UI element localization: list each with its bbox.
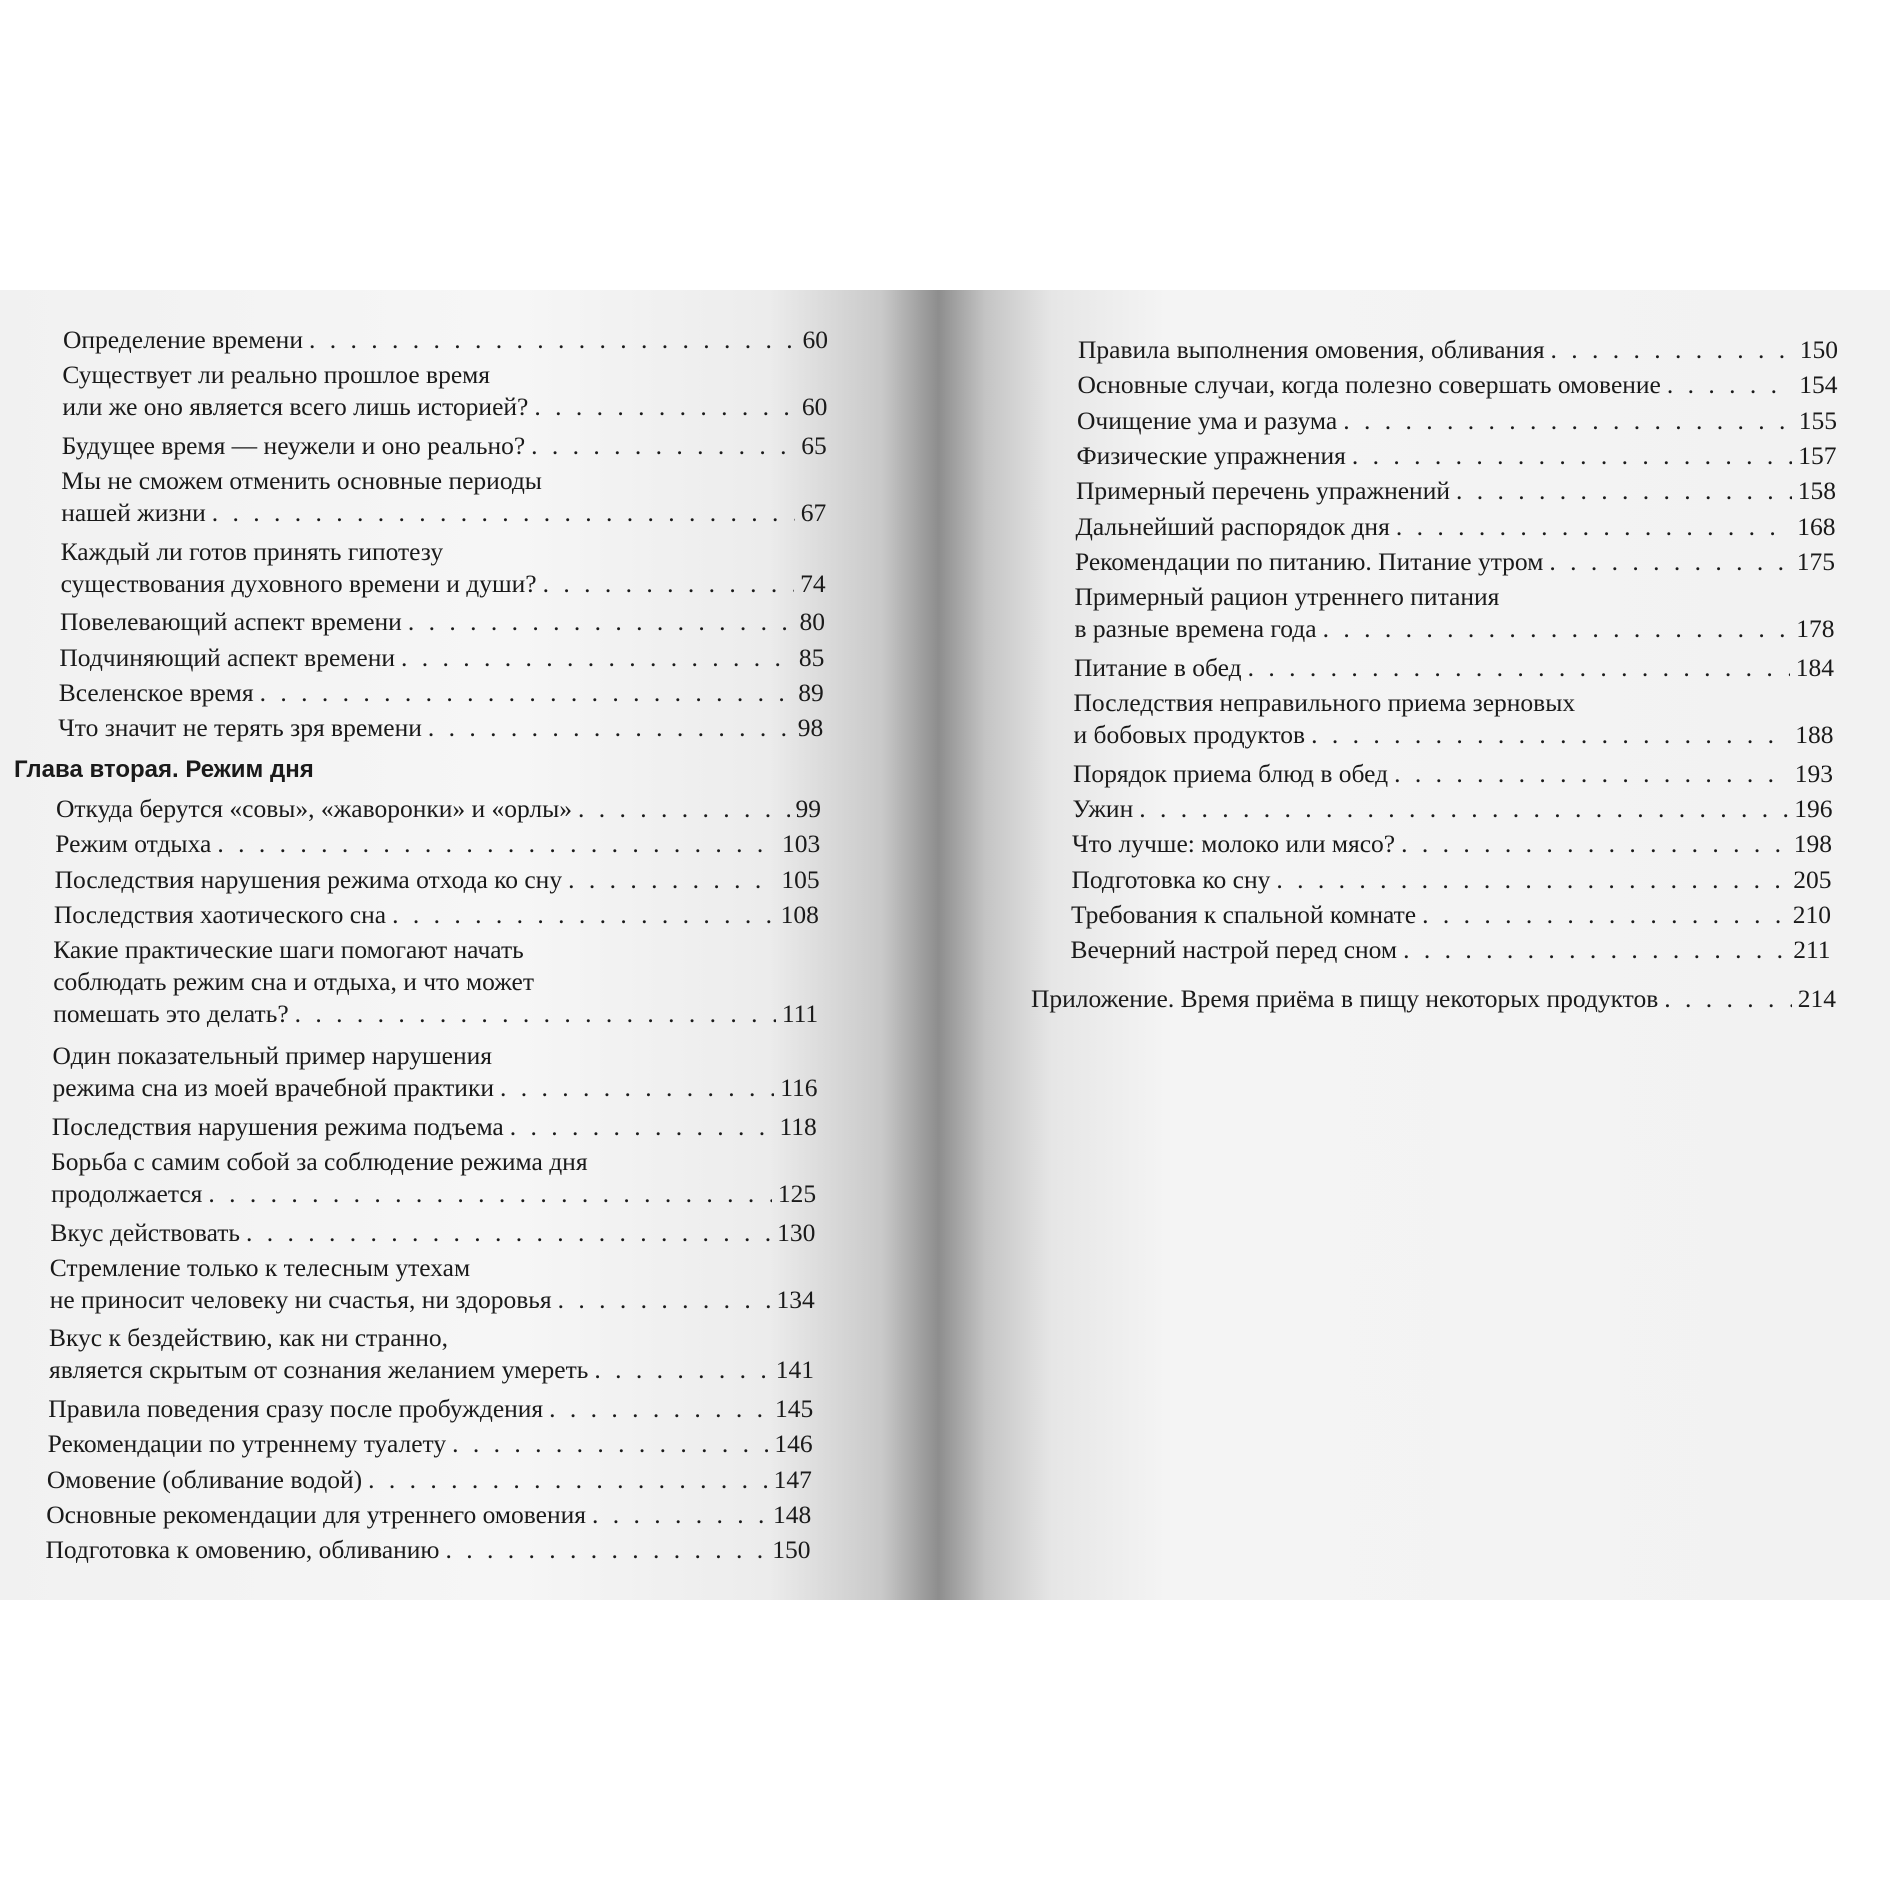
toc-entry-title-line: Какие практические шаги помогают начать — [53, 935, 524, 965]
dot-leader — [452, 1428, 768, 1460]
toc-entry[interactable] — [1073, 758, 1833, 790]
dot-leader — [428, 712, 792, 744]
toc-entry-last-line — [59, 642, 824, 674]
toc-entry-last-line — [62, 430, 827, 462]
toc-entry-title-line: Мы не сможем отменить основные периоды — [61, 466, 542, 496]
toc-entry-last-line — [53, 998, 818, 1030]
toc-page-number: 67 — [800, 498, 827, 528]
toc-entry-last-line — [47, 1464, 812, 1496]
toc-entry-title-line: Режим отдыха — [55, 829, 212, 859]
toc-entry[interactable] — [58, 712, 823, 744]
toc-entry[interactable] — [48, 1393, 813, 1425]
toc-entry[interactable] — [60, 606, 825, 638]
toc-entry-title-line: Основные случаи, когда полезно совершать омовение — [1077, 370, 1661, 400]
dot-leader — [1456, 475, 1792, 507]
toc-entry-last-line — [63, 324, 828, 356]
toc-entry-last-line — [53, 1072, 818, 1104]
toc-entry-title-line: Правила выполнения омовения, обливания — [1078, 335, 1545, 364]
toc-entry-last-line — [1071, 934, 1831, 966]
toc-entry-title-line: существования духовного времени и души? — [60, 568, 537, 598]
toc-page-number: 85 — [798, 642, 825, 672]
toc-entry[interactable] — [47, 1464, 812, 1496]
toc-entry[interactable] — [1078, 334, 1838, 366]
chapter-heading[interactable]: Глава вторая. Режим дня — [14, 755, 314, 783]
right-page — [938, 290, 1890, 1600]
toc-entry-title-line: Один показательный пример нарушения — [52, 1041, 493, 1070]
dot-leader — [1343, 405, 1793, 437]
toc-entry-last-line — [46, 1534, 811, 1566]
toc-page-number: 80 — [799, 607, 825, 637]
toc-entry-title-line: Последствия нарушения режима отхода ко сну — [54, 864, 563, 894]
toc-entry-last-line — [52, 1111, 817, 1143]
toc-page-number: 168 — [1797, 511, 1836, 541]
toc-entry[interactable] — [55, 828, 820, 860]
toc-entry[interactable] — [59, 642, 824, 674]
toc-entry-last-line — [62, 391, 827, 423]
toc-entry-title-line: Подготовка к омовению, обливанию — [45, 1535, 440, 1565]
toc-page-number: 210 — [1792, 899, 1831, 929]
toc-page-number: 125 — [777, 1178, 817, 1208]
toc-page-number: 154 — [1799, 370, 1838, 400]
toc-entry-last-line — [48, 1428, 813, 1460]
toc-entry[interactable] — [1075, 581, 1835, 645]
toc-entry-last-line — [59, 677, 824, 709]
toc-page-number: 146 — [774, 1429, 813, 1459]
toc-entry-last-line — [58, 712, 823, 744]
toc-entry-last-line — [61, 497, 826, 529]
toc-entry-title-line: Ужин — [1072, 793, 1134, 823]
toc-entry-last-line — [54, 899, 819, 931]
toc-page-number: 193 — [1794, 758, 1833, 788]
dot-leader — [1352, 440, 1792, 472]
dot-leader — [445, 1534, 766, 1566]
toc-entry-last-line — [1074, 719, 1834, 751]
dot-leader — [510, 1111, 774, 1143]
toc-page-number: 141 — [775, 1355, 814, 1385]
toc-page-number: 118 — [779, 1111, 817, 1141]
toc-entry-title-line: Дальнейший распорядок дня — [1075, 511, 1390, 541]
toc-entry[interactable] — [51, 1146, 816, 1210]
toc-entry[interactable] — [1076, 475, 1836, 507]
dot-leader — [568, 864, 775, 896]
toc-entry-title-line: Омовение (обливание водой) — [46, 1464, 363, 1494]
dot-leader — [1276, 864, 1787, 896]
toc-entry-last-line — [55, 828, 820, 860]
toc-entry-title-line: Определение времени — [63, 325, 303, 354]
toc-entry[interactable] — [1074, 687, 1834, 751]
toc-entry-last-line — [1073, 758, 1833, 790]
toc-entry-last-line — [49, 1354, 814, 1386]
dot-leader — [1667, 369, 1793, 401]
toc-entry-last-line — [1078, 369, 1838, 401]
toc-entry-title-line: в разные времена года — [1074, 614, 1317, 644]
dot-leader — [1248, 652, 1790, 684]
toc-page-number: 150 — [772, 1535, 811, 1565]
toc-page-number: 211 — [1793, 935, 1831, 965]
toc-entry[interactable] — [59, 677, 824, 709]
toc-entry[interactable] — [46, 1534, 811, 1566]
toc-entry-last-line — [1072, 828, 1832, 860]
toc-entry-last-line — [1077, 440, 1837, 472]
toc-entry[interactable] — [48, 1428, 813, 1460]
toc-page-number: 158 — [1797, 476, 1836, 506]
toc-page-number: 74 — [800, 568, 826, 598]
toc-entry[interactable] — [52, 1111, 817, 1143]
toc-entry-title-line: Будущее время — неужели и оно реально? — [61, 430, 526, 460]
toc-entry-last-line — [1073, 793, 1833, 825]
toc-entry-title-line: Примерный рацион утреннего питания — [1074, 582, 1500, 612]
toc-entry-last-line — [48, 1393, 813, 1425]
toc-entry-title-line: Примерный перечень упражнений — [1076, 476, 1450, 506]
dot-leader — [1401, 828, 1788, 860]
toc-entry-title-line: не приносит человеку ни счастья, ни здоровья — [49, 1284, 552, 1314]
toc-entry[interactable] — [61, 536, 826, 600]
toc-page-number: 188 — [1795, 720, 1834, 749]
dot-leader — [549, 1393, 769, 1425]
toc-entry[interactable] — [1077, 440, 1837, 472]
toc-entry-title-line: является скрытым от сознания желанием умереть — [49, 1355, 589, 1385]
toc-entry-last-line — [1071, 899, 1831, 931]
toc-entry-title-line: Приложение. Время приёма в пищу некоторых продуктов — [1031, 984, 1659, 1014]
toc-entry-title-line: Борьба с самим собой за соблюдение режима дня — [51, 1146, 588, 1176]
toc-entry[interactable] — [55, 864, 820, 896]
dot-leader — [1311, 719, 1789, 751]
dot-leader — [1403, 934, 1787, 966]
toc-entry[interactable] — [1072, 828, 1832, 860]
dot-leader — [217, 828, 776, 860]
toc-entry-title-line: соблюдать режим сна и отдыха, и что может — [53, 967, 534, 997]
toc-page-number: 198 — [1793, 829, 1832, 859]
toc-entry-title-line: Каждый ли готов принять гипотезу — [60, 536, 444, 566]
toc-entry-title-line: и бобовых продуктов — [1073, 720, 1306, 749]
dot-leader — [1551, 334, 1794, 366]
dot-leader — [408, 606, 794, 638]
toc-entry-title-line: Что лучше: молоко или мясо? — [1072, 829, 1396, 859]
toc-entry-last-line — [60, 606, 825, 638]
dot-leader — [594, 1354, 769, 1386]
toc-page-number: 60 — [801, 392, 828, 422]
toc-page-number: 150 — [1799, 335, 1838, 364]
toc-page-number: 205 — [1793, 864, 1832, 894]
toc-entry-last-line — [50, 1284, 815, 1316]
toc-page-number: 105 — [781, 864, 820, 894]
toc-entry-last-line — [50, 1217, 815, 1249]
toc-page-number: 98 — [797, 713, 824, 743]
toc-entry-title-line: Требования к спальной комнате — [1071, 899, 1417, 929]
toc-entry[interactable] — [63, 324, 828, 356]
toc-entry[interactable] — [54, 899, 819, 931]
toc-entry[interactable] — [1078, 369, 1838, 401]
dot-leader — [208, 1178, 771, 1210]
toc-entry-last-line — [1077, 405, 1837, 437]
appendix-entry[interactable] — [1031, 983, 1836, 1015]
toc-entry-title-line: Порядок приема блюд в обед — [1073, 758, 1389, 788]
toc-entry-title-line: Рекомендации по утреннему туалету — [47, 1429, 447, 1459]
toc-page-number: 60 — [802, 325, 828, 354]
toc-entry[interactable] — [1074, 652, 1834, 684]
toc-entry[interactable] — [62, 430, 827, 462]
toc-entry-last-line — [1072, 864, 1832, 896]
toc-entry-title-line: Физические упражнения — [1076, 440, 1346, 470]
toc-entry-title-line: Повелевающий аспект времени — [60, 607, 402, 637]
toc-page-number: 65 — [801, 430, 827, 460]
dot-leader — [1396, 511, 1791, 543]
toc-page-number: 108 — [780, 899, 819, 929]
toc-entry-title-line: Питание в обед — [1074, 652, 1242, 682]
toc-entry[interactable] — [1071, 934, 1831, 966]
toc-page-number: 89 — [798, 678, 824, 707]
toc-entry-last-line — [61, 568, 826, 600]
toc-page-number: 145 — [775, 1394, 814, 1423]
dot-leader — [260, 677, 793, 709]
dot-leader — [1422, 899, 1787, 931]
dot-leader — [531, 430, 795, 462]
dot-leader — [1664, 983, 1792, 1015]
toc-page-number: 130 — [777, 1217, 816, 1247]
toc-entry-title-line: Вкус действовать — [50, 1217, 241, 1247]
toc-page-number: 196 — [1794, 793, 1833, 823]
toc-entry-title-line: Вечерний настрой перед сном — [1070, 935, 1398, 965]
toc-entry-last-line — [1075, 546, 1835, 578]
dot-leader — [246, 1217, 771, 1249]
toc-entry[interactable] — [56, 793, 821, 825]
toc-entry[interactable] — [46, 1499, 811, 1531]
toc-page-number: 116 — [780, 1073, 818, 1102]
toc-entry-title-line: Рекомендации по питанию. Питание утром — [1075, 546, 1544, 576]
toc-page-number: 134 — [776, 1284, 815, 1314]
toc-entry[interactable] — [62, 359, 827, 423]
toc-entry-last-line — [1076, 511, 1836, 543]
dot-leader — [295, 998, 776, 1030]
toc-page-number: 175 — [1796, 546, 1835, 576]
toc-entry[interactable] — [50, 1217, 815, 1249]
toc-entry-title-line: Правила поведения сразу после пробуждения — [48, 1394, 544, 1423]
toc-entry-title-line: Вселенское время — [58, 678, 254, 707]
toc-entry-title-line: Что значит не терять зря времени — [58, 713, 422, 743]
toc-entry-title-line: Очищение ума и разума — [1077, 405, 1338, 435]
dot-leader — [543, 568, 794, 600]
dot-leader — [592, 1499, 767, 1531]
toc-entry-last-line — [46, 1499, 811, 1531]
toc-entry[interactable] — [53, 934, 818, 1030]
toc-entry-title-line: Откуда берутся «совы», «жаворонки» и «орлы» — [56, 793, 573, 823]
toc-page-number: 214 — [1797, 984, 1836, 1014]
dot-leader — [1549, 546, 1790, 578]
toc-page-number: 155 — [1798, 405, 1837, 435]
dot-leader — [1139, 793, 1788, 825]
book-spread — [0, 290, 1890, 1600]
toc-entry-title-line: Существует ли реально прошлое время — [62, 360, 491, 390]
toc-entry-last-line — [56, 793, 821, 825]
left-page — [0, 290, 938, 1600]
toc-entry-last-line — [1078, 334, 1838, 366]
toc-entry[interactable] — [49, 1322, 814, 1386]
toc-entry[interactable] — [1077, 405, 1837, 437]
toc-page-number: 99 — [795, 793, 821, 823]
toc-entry[interactable] — [1076, 511, 1836, 543]
toc-entry-last-line — [51, 1178, 816, 1210]
toc-page-number: 103 — [782, 829, 821, 859]
dot-leader — [401, 642, 793, 674]
toc-page-number: 147 — [773, 1464, 812, 1494]
toc-entry[interactable] — [61, 465, 826, 529]
toc-page-number: 178 — [1796, 614, 1835, 644]
toc-entry-title-line: или же оно является всего лишь историей? — [62, 392, 529, 422]
dot-leader — [1394, 758, 1789, 790]
dot-leader — [534, 391, 796, 423]
toc-entry-title-line: Последствия нарушения режима подъема — [51, 1111, 504, 1141]
toc-entry-last-line — [55, 864, 820, 896]
toc-entry[interactable] — [53, 1040, 818, 1104]
toc-entry-title-line: Стремление только к телесным утехам — [49, 1252, 471, 1282]
toc-entry-last-line — [1076, 475, 1836, 507]
toc-entry-title-line: нашей жизни — [61, 498, 206, 528]
toc-entry-title-line: помешать это делать? — [53, 999, 289, 1029]
toc-entry[interactable] — [1072, 864, 1832, 896]
toc-entry-title-line: Последствия неправильного приема зерновых — [1073, 688, 1576, 717]
toc-entry-last-line — [1074, 652, 1834, 684]
dot-leader — [368, 1464, 768, 1496]
dot-leader — [558, 1284, 771, 1316]
toc-page-number: 148 — [772, 1499, 812, 1529]
toc-entry-title-line: Подготовка ко сну — [1071, 864, 1271, 894]
toc-entry-last-line — [1075, 613, 1835, 645]
dot-leader — [500, 1072, 774, 1104]
toc-entry[interactable] — [1075, 546, 1835, 578]
toc-entry-title-line: Подчиняющий аспект времени — [59, 642, 396, 672]
toc-entry-title-line: Вкус к бездействию, как ни странно, — [49, 1323, 449, 1353]
dot-leader — [578, 793, 789, 825]
toc-entry[interactable] — [1073, 793, 1833, 825]
toc-entry[interactable] — [1071, 899, 1831, 931]
dot-leader — [309, 324, 797, 356]
toc-entry-title-line: режима сна из моей врачебной практики — [52, 1073, 494, 1102]
toc-page-number: 184 — [1795, 652, 1834, 682]
dot-leader — [392, 899, 775, 931]
toc-entry-last-line — [1031, 983, 1836, 1015]
toc-page-number: 111 — [781, 999, 819, 1029]
toc-entry[interactable] — [50, 1252, 815, 1316]
toc-entry-title-line: продолжается — [51, 1178, 203, 1208]
toc-entry-title-line: Последствия хаотического сна — [53, 899, 387, 929]
toc-entry-title-line: Основные рекомендации для утреннего омовения — [46, 1499, 586, 1529]
dot-leader — [212, 497, 795, 529]
dot-leader — [1323, 613, 1791, 645]
toc-page-number: 157 — [1798, 440, 1837, 470]
